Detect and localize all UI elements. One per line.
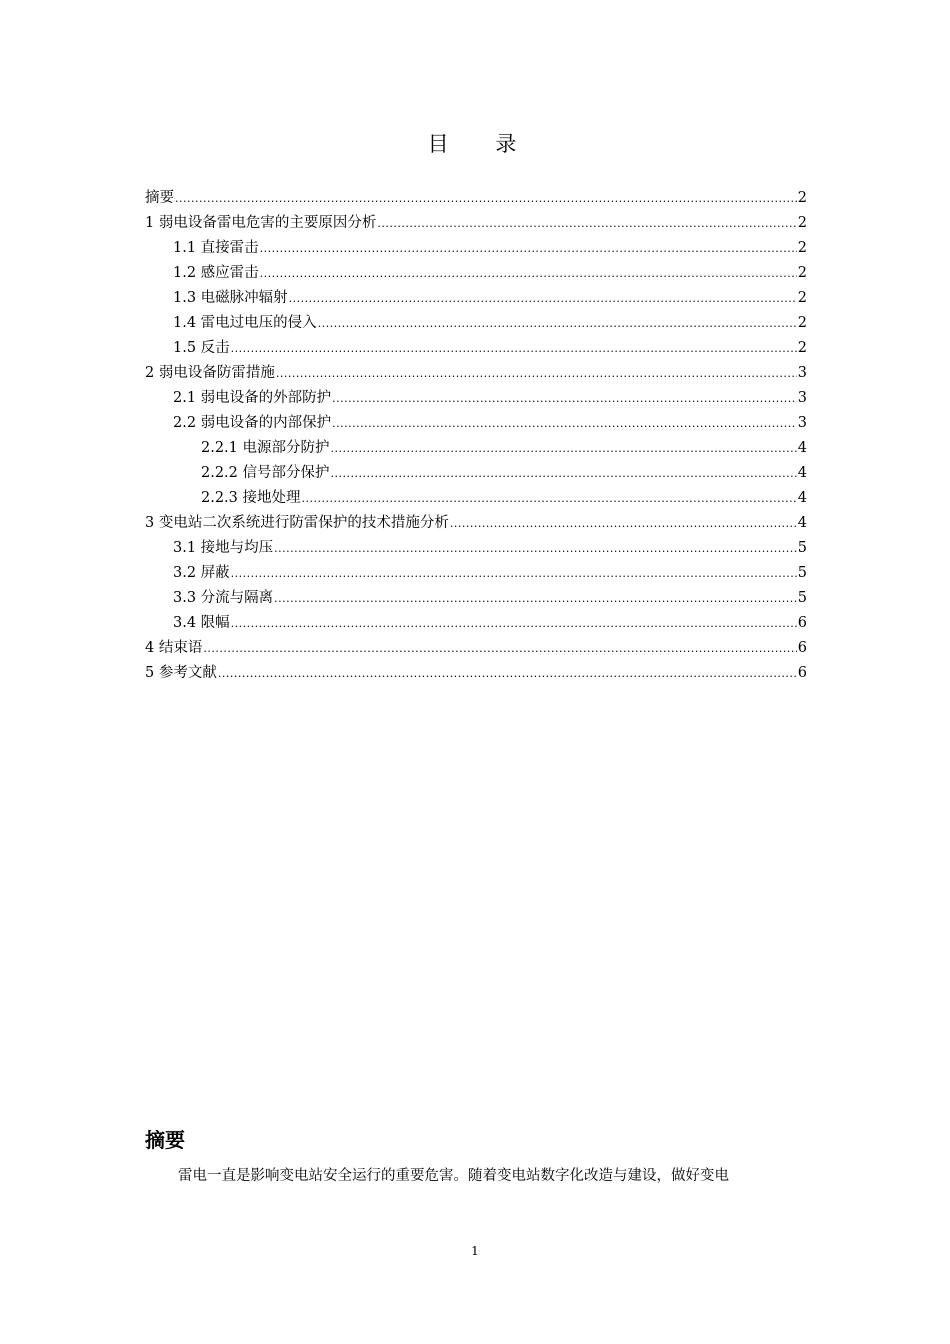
toc-entry-label: 2.2.1 电源部分防护 [201,440,330,456]
toc-entry-page: 2 [797,240,807,256]
toc-entry[interactable] [145,261,807,286]
toc-entry[interactable] [145,586,807,611]
toc-dot-leader [274,586,797,611]
toc-dot-leader [302,486,797,511]
toc-entry-label: 5 参考文献 [145,665,217,681]
toc-entry[interactable] [145,211,807,236]
toc-entry[interactable] [145,411,807,436]
toc-dot-leader [289,286,797,311]
toc-dot-leader [331,436,797,461]
toc-entry-page: 6 [797,615,807,631]
toc-dot-leader [260,236,797,261]
toc-dot-leader [231,336,797,361]
toc-entry-page: 4 [797,465,807,481]
toc-entry[interactable] [145,461,807,486]
toc-entry-page: 4 [797,440,807,456]
toc-entry-label: 1.3 电磁脉冲辐射 [173,290,288,306]
toc-dot-leader [331,461,797,486]
toc-entry[interactable] [145,236,807,261]
abstract-paragraph: 雷电一直是影响变电站安全运行的重要危害。随着变电站数字化改造与建设，做好变电 [178,1168,729,1184]
toc-entry[interactable] [145,186,807,211]
toc-entry-page: 5 [797,565,807,581]
toc-dot-leader [450,511,797,536]
toc-dot-leader [377,211,796,236]
table-of-contents [145,186,807,686]
toc-entry-page: 3 [797,365,807,381]
toc-dot-leader [274,536,797,561]
toc-entry-label: 3.4 限幅 [173,615,230,631]
page-number: 1 [471,1244,479,1258]
toc-entry-page: 5 [797,540,807,556]
toc-dot-leader [231,561,797,586]
toc-dot-leader [260,261,797,286]
toc-entry[interactable] [145,361,807,386]
toc-dot-leader [276,361,797,386]
toc-entry-label: 1 弱电设备雷电危害的主要原因分析 [145,215,377,231]
toc-dot-leader [231,611,797,636]
toc-dot-leader [175,186,797,211]
toc-entry[interactable] [145,561,807,586]
toc-entry[interactable] [145,636,807,661]
toc-entry-label: 2.2.2 信号部分保护 [201,465,330,481]
toc-entry[interactable] [145,486,807,511]
toc-entry-label: 1.1 直接雷击 [173,240,259,256]
toc-dot-leader [218,661,797,686]
toc-entry-page: 4 [797,515,807,531]
toc-entry-page: 5 [797,590,807,606]
toc-entry-label: 2.2.3 接地处理 [201,490,301,506]
toc-entry-label: 2 弱电设备防雷措施 [145,365,275,381]
toc-entry-page: 6 [797,665,807,681]
toc-entry[interactable] [145,386,807,411]
toc-dot-leader [332,386,797,411]
toc-entry-page: 3 [797,390,807,406]
toc-entry[interactable] [145,661,807,686]
toc-entry-page: 2 [797,265,807,281]
toc-entry-page: 2 [797,340,807,356]
toc-title: 目 录 [427,132,537,156]
toc-dot-leader [203,636,796,661]
toc-entry-label: 1.2 感应雷击 [173,265,259,281]
toc-entry[interactable] [145,536,807,561]
toc-entry-page: 2 [797,315,807,331]
toc-entry[interactable] [145,286,807,311]
toc-entry-label: 2.2 弱电设备的内部保护 [173,415,332,431]
toc-entry-label: 3 变电站二次系统进行防雷保护的技术措施分析 [145,515,449,531]
toc-entry-page: 6 [797,640,807,656]
toc-dot-leader [318,311,797,336]
toc-entry[interactable] [145,611,807,636]
toc-entry-page: 2 [797,215,807,231]
toc-entry-label: 3.3 分流与隔离 [173,590,274,606]
toc-entry[interactable] [145,336,807,361]
toc-entry-label: 1.5 反击 [173,340,230,356]
toc-entry[interactable] [145,311,807,336]
abstract-heading: 摘要 [145,1128,185,1152]
toc-entry-label: 摘要 [145,190,174,206]
toc-entry-label: 3.2 屏蔽 [173,565,230,581]
toc-entry-label: 4 结束语 [145,640,203,656]
toc-entry-label: 2.1 弱电设备的外部防护 [173,390,332,406]
toc-entry-page: 2 [797,190,807,206]
toc-entry-label: 3.1 接地与均压 [173,540,274,556]
toc-entry[interactable] [145,511,807,536]
toc-dot-leader [332,411,797,436]
toc-entry-page: 2 [797,290,807,306]
toc-entry[interactable] [145,436,807,461]
toc-entry-page: 4 [797,490,807,506]
toc-entry-label: 1.4 雷电过电压的侵入 [173,315,317,331]
toc-entry-page: 3 [797,415,807,431]
